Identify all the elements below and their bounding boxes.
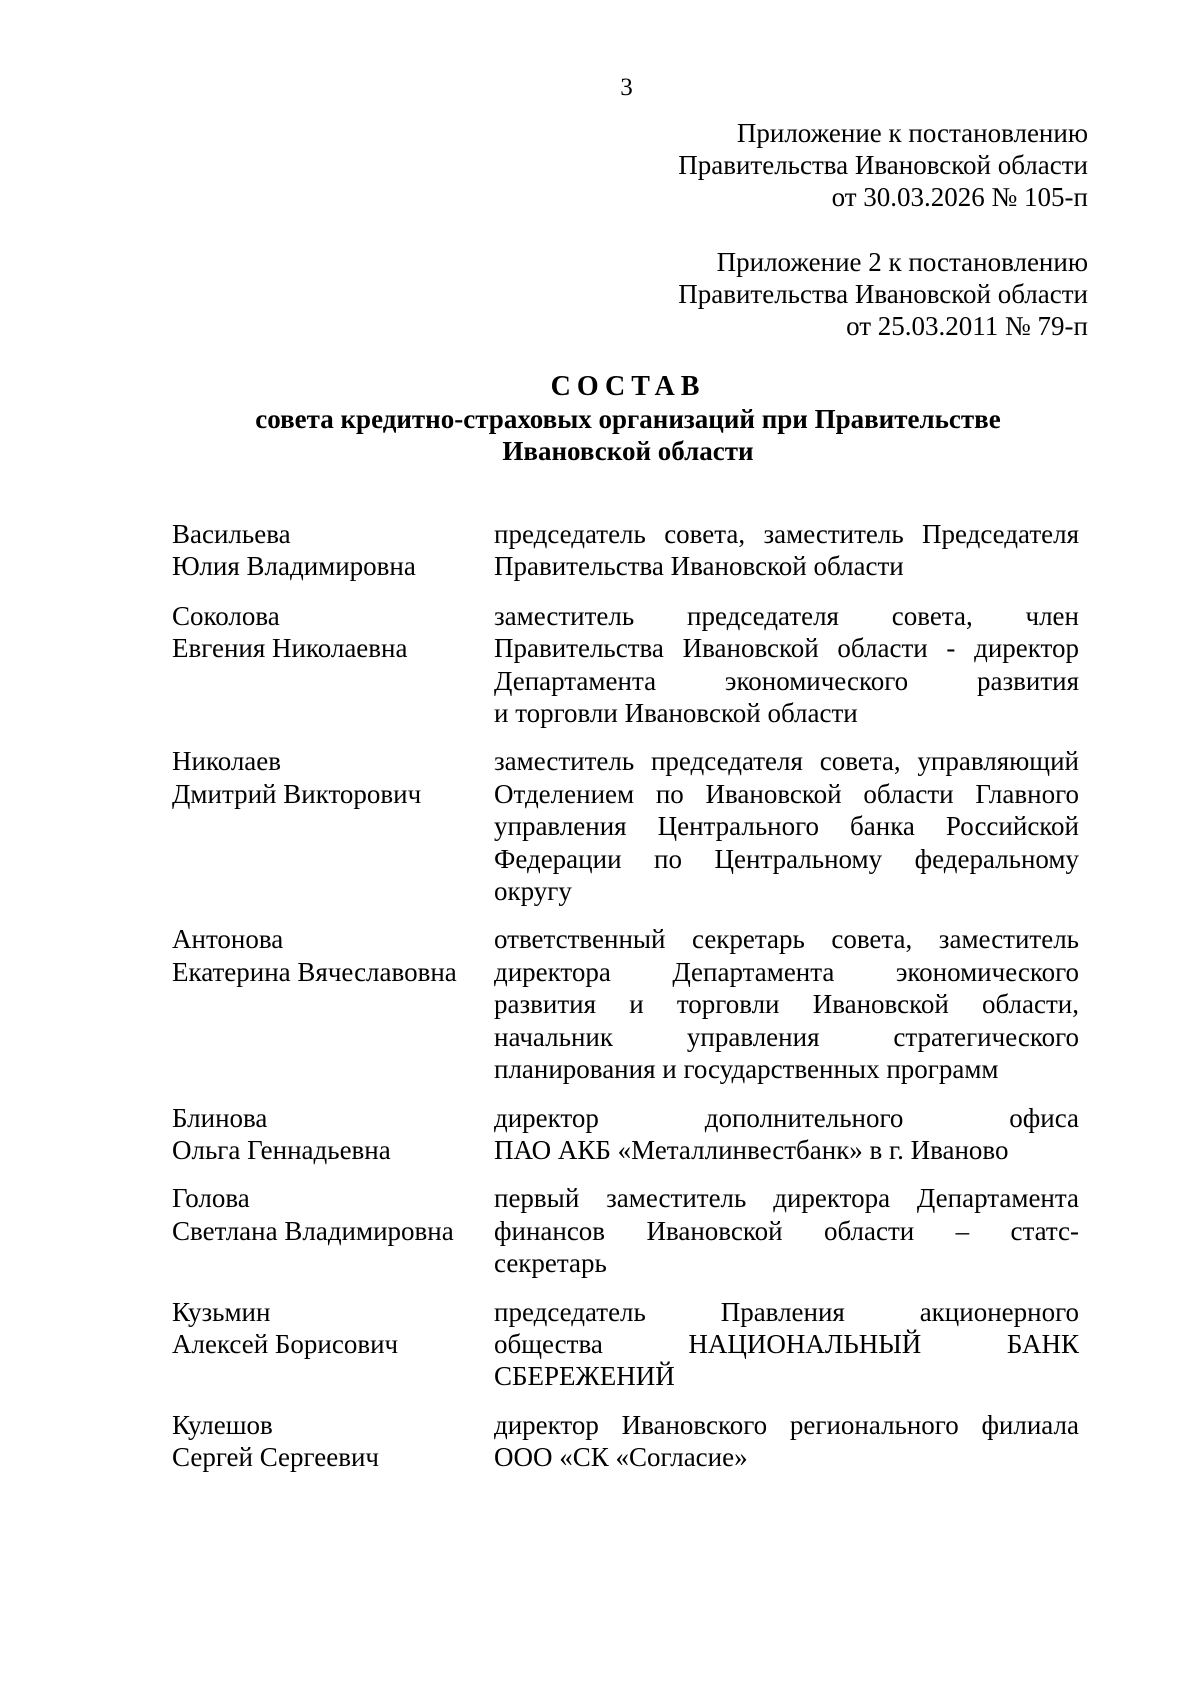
member-surname: Антонова: [172, 924, 284, 955]
member-role-line: ООО «СК «Согласие»: [494, 1442, 748, 1473]
member-surname: Голова: [172, 1183, 250, 1214]
page-number: 3: [620, 74, 633, 101]
annex-line: Приложение к постановлению: [736, 118, 1088, 148]
member-surname: Кузьмин: [172, 1296, 271, 1327]
member-role-line: Правительства Ивановской области: [494, 551, 904, 582]
member-role: [494, 518, 1079, 583]
member-surname: Кулешов: [172, 1409, 273, 1440]
annex-header-current: [678, 117, 1088, 213]
member-role-line: финансов Ивановской области – статс-: [494, 1215, 1079, 1246]
member-entry: [172, 1102, 1082, 1167]
member-role-line: и торговли Ивановской области: [494, 698, 858, 729]
member-role-line: общества НАЦИОНАЛЬНЫЙ БАНК: [494, 1328, 1079, 1359]
member-entry: [172, 1296, 1082, 1393]
member-role: [494, 1102, 1079, 1167]
member-name: [172, 1182, 494, 1279]
annex-line: Правительства Ивановской области: [678, 279, 1088, 309]
member-entry: [172, 518, 1082, 583]
member-name: [172, 1409, 494, 1474]
member-role: [494, 600, 1079, 730]
annex-date-number: от 25.03.2011 № 79-п: [846, 311, 1088, 341]
member-given-names: Екатерина Вячеславовна: [172, 956, 457, 987]
title-line: совета кредитно-страховых организаций при Правительстве: [255, 404, 1001, 434]
member-entry: [172, 1182, 1082, 1279]
member-given-names: Ольга Геннадьевна: [172, 1134, 391, 1165]
member-role: [494, 1182, 1079, 1279]
member-name: [172, 923, 494, 1085]
member-role-line: округу: [494, 876, 572, 907]
member-entry: [172, 745, 1082, 907]
member-role-line: ПАО АКБ «Металлинвестбанк» в г. Иваново: [494, 1134, 1009, 1165]
annex-header-original: [678, 246, 1088, 342]
member-name: [172, 1296, 494, 1393]
member-role: [494, 1296, 1079, 1393]
member-name: [172, 518, 494, 583]
member-role-line: директор дополнительного офиса: [494, 1102, 1079, 1133]
member-role-line: директор Ивановского регионального филиала: [494, 1409, 1079, 1440]
document-title: [0, 371, 1200, 467]
member-given-names: Алексей Борисович: [172, 1328, 399, 1359]
member-role-line: СБЕРЕЖЕНИЙ: [494, 1361, 675, 1392]
members-list: [172, 518, 1082, 1474]
member-surname: Николаев: [172, 746, 282, 777]
member-role-line: заместитель председателя совета, управляющий: [494, 746, 1079, 777]
member-role-line: председатель Правления акционерного: [494, 1296, 1079, 1327]
member-role: [494, 923, 1079, 1085]
member-given-names: Сергей Сергеевич: [172, 1442, 380, 1473]
member-entry: [172, 923, 1082, 1085]
member-role-line: Департамента экономического развития: [494, 665, 1079, 696]
title-main: СОСТАВ: [550, 371, 706, 402]
member-role-line: директора Департамента экономического: [494, 956, 1079, 987]
member-name: [172, 1102, 494, 1167]
member-name: [172, 600, 494, 730]
annex-date-number: от 30.03.2026 № 105-п: [831, 182, 1088, 212]
member-surname: Блинова: [172, 1102, 268, 1133]
member-name: [172, 745, 494, 907]
member-role-line: первый заместитель директора Департамента: [494, 1183, 1079, 1214]
member-surname: Соколова: [172, 600, 280, 631]
member-given-names: Юлия Владимировна: [172, 551, 416, 582]
member-role-line: начальник управления стратегического: [494, 1021, 1079, 1052]
member-role-line: председатель совета, заместитель Председателя: [494, 519, 1079, 549]
member-role-line: заместитель председателя совета, член: [494, 600, 1079, 631]
member-role-line: Отделением по Ивановской области Главного: [494, 778, 1079, 809]
member-role: [494, 745, 1079, 907]
member-surname: Васильева: [172, 519, 291, 549]
member-role-line: секретарь: [494, 1248, 607, 1279]
member-entry: [172, 1409, 1082, 1474]
member-given-names: Дмитрий Викторович: [172, 778, 422, 809]
member-role-line: ответственный секретарь совета, заместитель: [494, 924, 1079, 955]
member-role-line: Федерации по Центральному федеральному: [494, 843, 1079, 874]
member-given-names: Евгения Николаевна: [172, 633, 408, 664]
annex-line: Правительства Ивановской области: [678, 150, 1088, 180]
member-role-line: управления Центрального банка Российской: [494, 811, 1079, 842]
title-line: Ивановской области: [502, 436, 754, 466]
member-role: [494, 1409, 1079, 1474]
member-role-line: планирования и государственных программ: [494, 1054, 999, 1085]
member-given-names: Светлана Владимировна: [172, 1215, 454, 1246]
annex-line: Приложение 2 к постановлению: [716, 247, 1088, 277]
member-entry: [172, 600, 1082, 730]
member-role-line: Правительства Ивановской области - директор: [494, 633, 1079, 664]
member-role-line: развития и торговли Ивановской области,: [494, 989, 1079, 1020]
